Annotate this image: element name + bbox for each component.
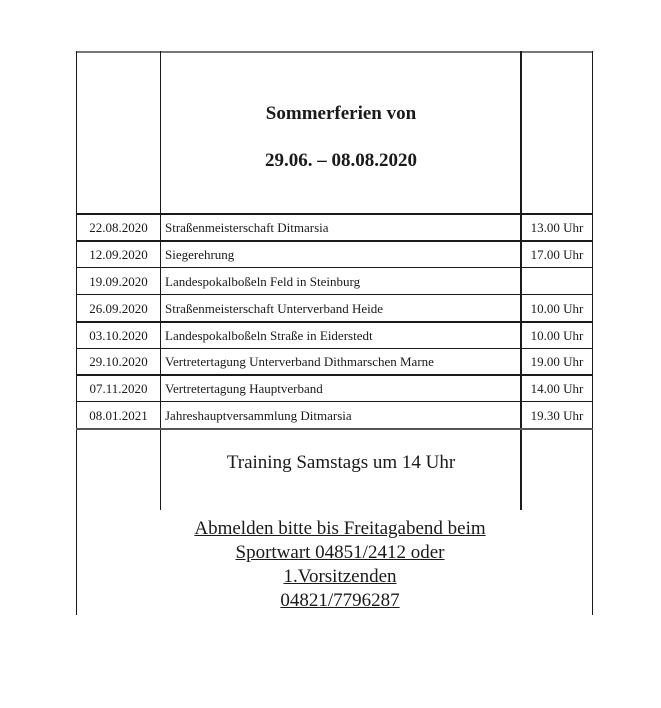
event-time: 13.00 Uhr bbox=[530, 220, 584, 235]
table-row bbox=[77, 322, 592, 349]
notice-line: 1.Vorsitzenden bbox=[283, 566, 397, 587]
summer-holiday-dates: 29.06. – 08.08.2020 bbox=[265, 150, 417, 171]
event-time: 17.00 Uhr bbox=[530, 247, 584, 262]
event-date: 07.11.2020 bbox=[89, 381, 148, 396]
event-name: Landespokalboßeln Feld in Steinburg bbox=[165, 274, 361, 289]
table-right-border bbox=[592, 51, 593, 615]
table-row bbox=[77, 214, 592, 241]
notice-line: Abmelden bitte bis Freitagabend beim bbox=[194, 518, 486, 539]
table-row bbox=[77, 402, 592, 429]
table-row bbox=[77, 268, 592, 295]
event-time: 19.00 Uhr bbox=[530, 354, 584, 369]
event-date: 22.08.2020 bbox=[89, 220, 148, 235]
table-top-border bbox=[76, 51, 593, 53]
event-date: 26.09.2020 bbox=[89, 301, 148, 316]
event-name: Siegerehrung bbox=[165, 247, 235, 262]
notice-line: Sportwart 04851/2412 oder bbox=[235, 542, 445, 563]
event-date: 19.09.2020 bbox=[89, 274, 148, 289]
event-name: Straßenmeisterschaft Ditmarsia bbox=[165, 220, 329, 235]
table-row bbox=[77, 295, 592, 322]
event-name: Straßenmeisterschaft Unterverband Heide bbox=[165, 301, 384, 316]
table-row bbox=[77, 241, 592, 268]
event-name: Jahreshauptversammlung Ditmarsia bbox=[165, 408, 352, 423]
event-name: Vertretertagung Hauptverband bbox=[165, 381, 323, 396]
event-date: 12.09.2020 bbox=[89, 247, 148, 262]
summer-holiday-heading: Sommerferien von bbox=[265, 103, 417, 124]
training-info: Training Samstags um 14 Uhr bbox=[226, 452, 456, 473]
event-time: 19.30 Uhr bbox=[530, 408, 584, 423]
table-row bbox=[77, 348, 592, 375]
event-date: 29.10.2020 bbox=[89, 354, 148, 369]
event-name: Landespokalboßeln Straße in Eiderstedt bbox=[165, 328, 373, 343]
table-row bbox=[77, 375, 592, 402]
event-date: 03.10.2020 bbox=[89, 328, 148, 343]
event-time: 14.00 Uhr bbox=[530, 381, 584, 396]
event-name: Vertretertagung Unterverband Dithmarschen Marne bbox=[165, 354, 434, 369]
event-time: 10.00 Uhr bbox=[530, 328, 584, 343]
event-time: 10.00 Uhr bbox=[530, 301, 584, 316]
cancellation-notice bbox=[120, 517, 560, 613]
event-date: 08.01.2021 bbox=[89, 408, 148, 423]
notice-line: 04821/7796287 bbox=[280, 590, 400, 611]
